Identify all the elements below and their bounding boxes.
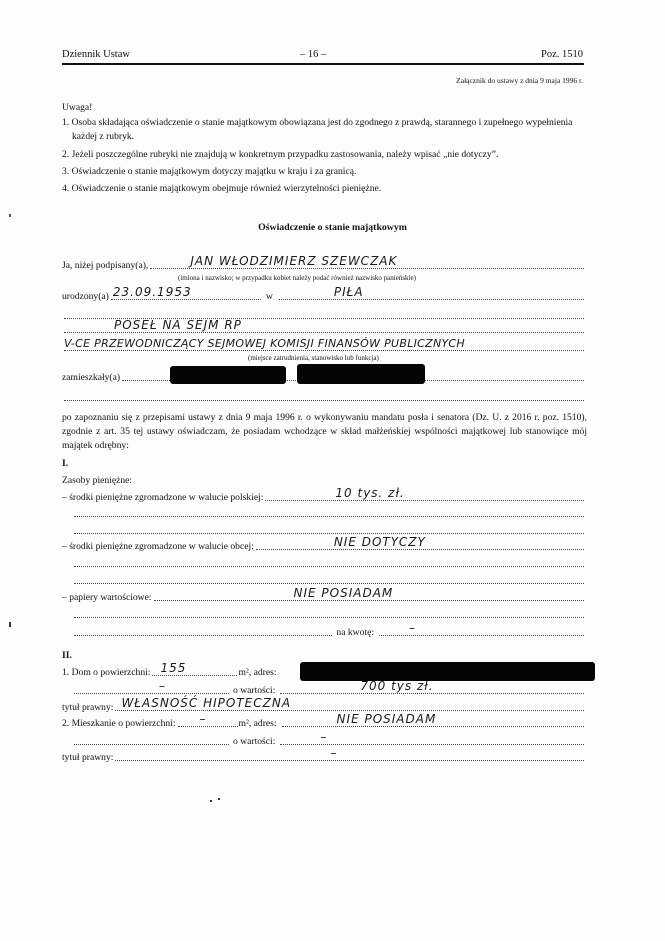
notice-item: 1. Osoba składająca oświadczenie o stanie majątkowym obowiązana jest do zgodnego z prawdą, starannego i zupełnego wypełnienia każdej z rubryk. [62,117,573,142]
redaction-box [170,366,286,384]
section-1-heading: I. [62,458,69,469]
pln-value: 10 tys. zł. [335,486,405,500]
house-area-unit: m², adres: [238,667,277,678]
declaration-text: po zapoznaniu się z przepisami ustawy z dnia 9 maja 1996 r. o wykonywaniu mandatu posła i senatora (Dz. U. z 2016 r. poz. 1510), zgodnie z art. 35 tej ustawy oświadczam, że posiadam wchodzące w skład małżeńskiej wspólności majątkowej lub stanowiące mój majątek odrębny: [62,412,587,451]
page-number: – 16 – [300,49,327,60]
scan-speck [218,798,220,800]
amount-field[interactable] [72,621,585,638]
notice-item: 4. Oświadczenie o stanie majątkowym obejmuje również wierzytelności pieniężne. [62,183,382,194]
flat-area: – [199,712,207,726]
name-label: Ja, niżej podpisany(a), [62,260,149,271]
foreign-field-2[interactable] [72,556,585,569]
born-in-label: w [265,291,273,302]
flat-title-field[interactable] [62,746,585,763]
journal-name: Dziennik Ustaw [62,49,130,60]
section-1-subheading: Zasoby pieniężne: [62,475,133,486]
pln-field[interactable] [62,486,585,503]
amount-value: – [409,621,416,635]
name-caption: (imiona i nazwisko; w przypadku kobiet należy podać również nazwisko panieńskie) [178,274,416,282]
scan-speck [9,214,11,217]
position-caption: (miejsce zatrudnienia, stanowisko lub funkcja) [248,354,379,362]
house-label: 1. Dom o powierzchni: [62,667,151,678]
born-label: urodzony(a) [62,291,109,302]
section-2-heading: II. [62,650,72,661]
flat-label: 2. Mieszkanie o powierzchni: [62,718,176,729]
securities-label: – papiery wartościowe: [62,592,152,603]
redaction-box [297,364,425,384]
notice-item: 3. Oświadczenie o stanie majątkowym dotyczy majątku w kraju i za granicą. [62,166,357,177]
header-rule [62,63,584,65]
value-label: o wartości: [233,685,276,696]
residence-field-2[interactable] [62,390,585,403]
scan-speck [210,800,212,802]
flat-value-field[interactable] [72,730,585,747]
value-label: o wartości: [233,736,276,747]
flat-title: – [330,746,338,760]
position-field-2[interactable] [62,337,585,353]
securities-field[interactable] [62,586,585,603]
born-date: 23.09.1953 [112,285,192,299]
notice-title: Uwaga! [62,102,93,113]
position-line-2: V-CE PRZEWODNICZĄCY SEJMOWEJ KOMISJI FINANSÓW PUBLICZNYCH [64,337,465,350]
house-title-field[interactable] [62,696,585,713]
pln-label: – środki pieniężne zgromadzone w walucie polskiej: [62,492,264,503]
pln-field-2[interactable] [72,506,585,519]
securities-value: NIE POSIADAM [293,586,394,600]
house-title: WŁASNOŚĆ HIPOTECZNA [121,696,292,710]
flat-value: – [320,730,328,744]
house-extra: – [159,679,166,693]
position-line-1: POSEŁ NA SEJM RP [114,318,242,332]
redaction-box [300,662,595,681]
title-label: tytuł prawny: [62,702,114,713]
pln-field-3[interactable] [72,523,585,536]
name-value: JAN WŁODZIMIERZ SZEWCZAK [190,254,398,268]
securities-field-2[interactable] [72,607,585,620]
residence-label: zamieszkały(a) [62,372,121,383]
amount-label: na kwotę: [336,627,374,638]
flat-area-unit: m², adres: [238,718,277,729]
house-value-field[interactable] [72,679,585,696]
notice-item: 2. Jeżeli poszczególne rubryki nie znajdują w konkretnym przypadku zastosowania, należy wpisać „nie dotyczy”. [62,149,499,160]
position-field-1[interactable] [62,318,585,335]
house-value: 700 tys zł. [360,679,434,693]
annex-note: Załącznik do ustawy z dnia 9 maja 1996 r. [456,76,583,85]
title-label: tytuł prawny: [62,752,114,763]
form-title: Oświadczenie o stanie majątkowym [258,222,407,233]
foreign-label: – środki pieniężne zgromadzone w walucie obcej: [62,541,254,552]
position-number: Poz. 1510 [541,49,583,60]
flat-address: NIE POSIADAM [336,712,437,726]
born-place: PIŁA [333,285,364,299]
flat-field[interactable] [62,712,585,729]
foreign-field-3[interactable] [72,573,585,586]
scan-speck [9,622,11,627]
house-area: 155 [160,661,187,675]
birth-field[interactable] [62,285,585,302]
foreign-field[interactable] [62,535,585,552]
foreign-value: NIE DOTYCZY [333,535,426,549]
name-field[interactable] [62,254,585,271]
